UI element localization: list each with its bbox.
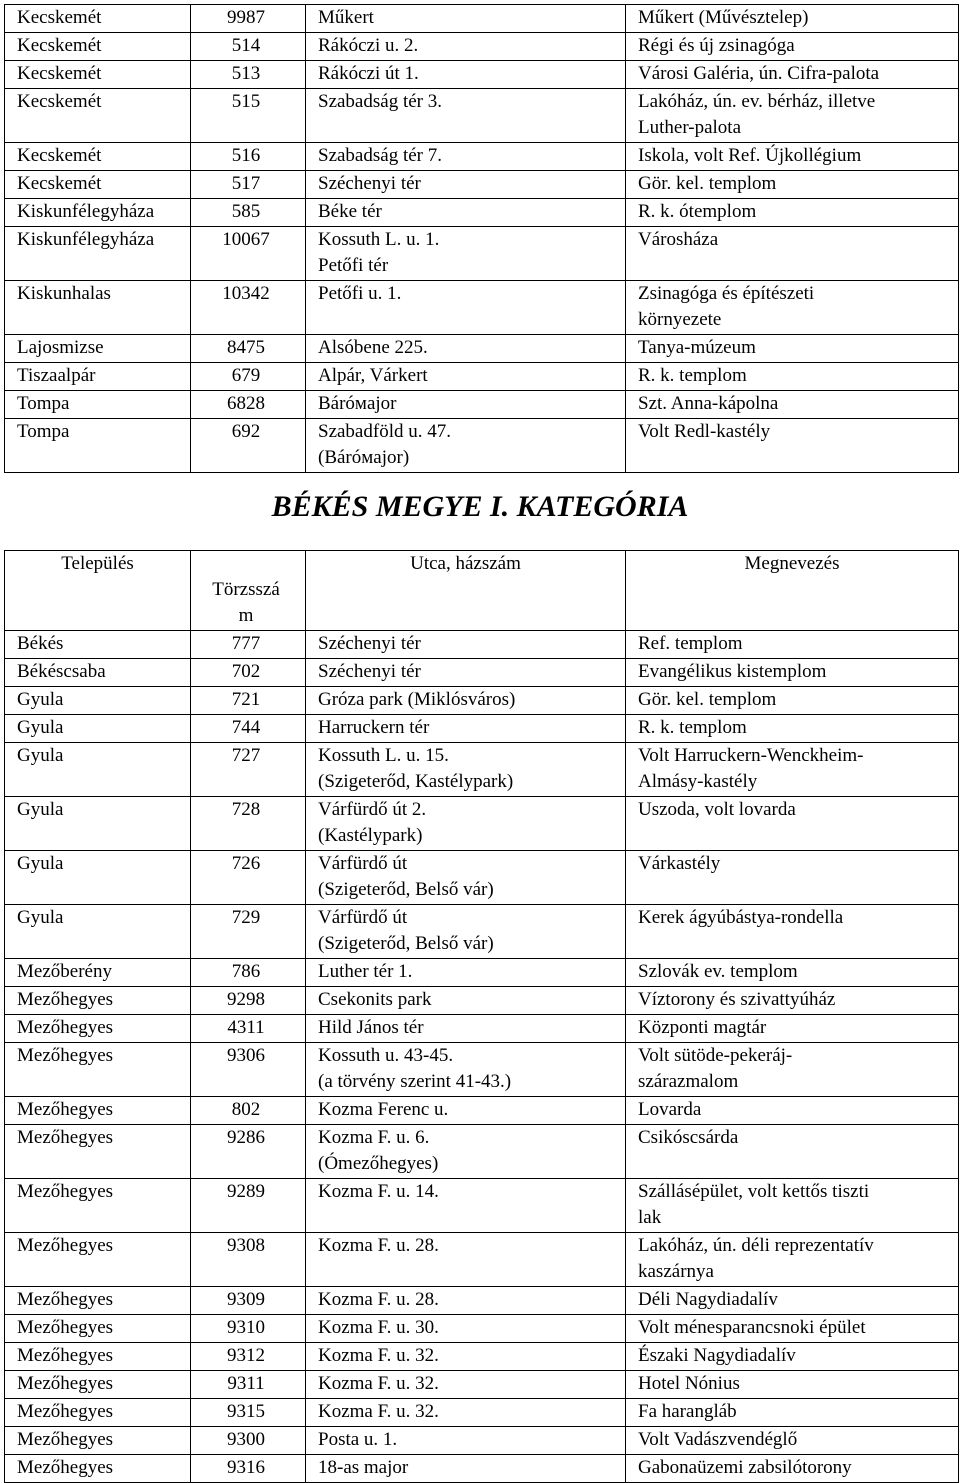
cell-address: Kozma F. u. 28. bbox=[306, 1233, 626, 1287]
cell-address: Alsóbene 225. bbox=[306, 335, 626, 363]
cell-town: Gyula bbox=[5, 797, 191, 851]
section-heading: BÉKÉS MEGYE I. KATEGÓRIA bbox=[271, 490, 689, 523]
cell-town: Kecskemét bbox=[5, 143, 191, 171]
cell-address: Kozma F. u. 14. bbox=[306, 1179, 626, 1233]
cell-number: 10067 bbox=[191, 227, 306, 281]
table-row bbox=[5, 1315, 959, 1343]
header-town: Település bbox=[5, 551, 191, 631]
cell-name: Déli Nagydiadalív bbox=[626, 1287, 959, 1315]
cell-address: Kozma Ferenc u. bbox=[306, 1097, 626, 1125]
cell-town: Tiszaalpár bbox=[5, 363, 191, 391]
cell-address: 18-as major bbox=[306, 1455, 626, 1483]
cell-number: 8475 bbox=[191, 335, 306, 363]
cell-town: Tompa bbox=[5, 419, 191, 473]
cell-town: Lajosmizse bbox=[5, 335, 191, 363]
cell-town: Gyula bbox=[5, 851, 191, 905]
cell-town: Kiskunfélegyháza bbox=[5, 199, 191, 227]
cell-town: Mezőhegyes bbox=[5, 1399, 191, 1427]
table-row bbox=[5, 61, 959, 89]
cell-number: 9310 bbox=[191, 1315, 306, 1343]
cell-address: Széchenyi tér bbox=[306, 171, 626, 199]
cell-name: Várkastély bbox=[626, 851, 959, 905]
table-row bbox=[5, 1015, 959, 1043]
cell-address: Kozma F. u. 32. bbox=[306, 1371, 626, 1399]
cell-number: 9987 bbox=[191, 5, 306, 33]
cell-number: 727 bbox=[191, 743, 306, 797]
cell-address: Széchenyi tér bbox=[306, 631, 626, 659]
cell-town: Békéscsaba bbox=[5, 659, 191, 687]
cell-town: Mezőhegyes bbox=[5, 1371, 191, 1399]
table-row bbox=[5, 33, 959, 61]
header-name: Megnevezés bbox=[626, 551, 959, 631]
cell-town: Mezőhegyes bbox=[5, 1427, 191, 1455]
cell-address: Várfürdő út (Szigeterőd, Belső vár) bbox=[306, 851, 626, 905]
cell-number: 515 bbox=[191, 89, 306, 143]
cell-address: Rákóczi út 1. bbox=[306, 61, 626, 89]
cell-address: Kozma F. u. 32. bbox=[306, 1399, 626, 1427]
cell-address: Gróza park (Miklósváros) bbox=[306, 687, 626, 715]
table-row bbox=[5, 363, 959, 391]
table-row bbox=[5, 1399, 959, 1427]
cell-address: Hild János tér bbox=[306, 1015, 626, 1043]
cell-name: R. k. templom bbox=[626, 715, 959, 743]
cell-name: Zsinagóga és építészeti környezete bbox=[626, 281, 959, 335]
cell-address: Kossuth L. u. 1. Petőfi tér bbox=[306, 227, 626, 281]
cell-number: 4311 bbox=[191, 1015, 306, 1043]
cell-town: Kecskemét bbox=[5, 61, 191, 89]
cell-name: Fa harangláb bbox=[626, 1399, 959, 1427]
cell-address: Kozma F. u. 30. bbox=[306, 1315, 626, 1343]
cell-town: Mezőhegyes bbox=[5, 1125, 191, 1179]
cell-number: 777 bbox=[191, 631, 306, 659]
cell-address: Széchenyi tér bbox=[306, 659, 626, 687]
table-row bbox=[5, 199, 959, 227]
cell-number: 744 bbox=[191, 715, 306, 743]
cell-name: Iskola, volt Ref. Újkollégium bbox=[626, 143, 959, 171]
cell-number: 679 bbox=[191, 363, 306, 391]
cell-town: Mezőhegyes bbox=[5, 1179, 191, 1233]
cell-name: Volt Harruckern-Wenckheim- Almásy-kastély bbox=[626, 743, 959, 797]
cell-name: Régi és új zsinagóga bbox=[626, 33, 959, 61]
cell-number: 10342 bbox=[191, 281, 306, 335]
cell-name: Gör. kel. templom bbox=[626, 687, 959, 715]
cell-town: Mezőhegyes bbox=[5, 1343, 191, 1371]
table-row bbox=[5, 89, 959, 143]
cell-address: Szabadság tér 3. bbox=[306, 89, 626, 143]
table-row bbox=[5, 1371, 959, 1399]
table2-header bbox=[5, 551, 959, 631]
cell-address: Báróмajor bbox=[306, 391, 626, 419]
cell-name: Városi Galéria, ún. Cifra-palota bbox=[626, 61, 959, 89]
cell-town: Gyula bbox=[5, 905, 191, 959]
cell-name: Szállásépület, volt kettős tiszti lak bbox=[626, 1179, 959, 1233]
table-row bbox=[5, 1179, 959, 1233]
table-row bbox=[5, 797, 959, 851]
cell-number: 585 bbox=[191, 199, 306, 227]
cell-town: Mezőhegyes bbox=[5, 1315, 191, 1343]
cell-number: 9308 bbox=[191, 1233, 306, 1287]
table-row bbox=[5, 959, 959, 987]
cell-number: 9306 bbox=[191, 1043, 306, 1097]
table-row bbox=[5, 1233, 959, 1287]
table-row bbox=[5, 987, 959, 1015]
cell-address: Szabadföld u. 47. (Báróмajor) bbox=[306, 419, 626, 473]
cell-address: Kozma F. u. 28. bbox=[306, 1287, 626, 1315]
cell-address: Béke tér bbox=[306, 199, 626, 227]
cell-town: Kiskunfélegyháza bbox=[5, 227, 191, 281]
cell-number: 9298 bbox=[191, 987, 306, 1015]
table-row bbox=[5, 1455, 959, 1483]
table-row bbox=[5, 335, 959, 363]
cell-town: Gyula bbox=[5, 715, 191, 743]
cell-number: 9312 bbox=[191, 1343, 306, 1371]
table1-body bbox=[5, 5, 959, 473]
table-row bbox=[5, 631, 959, 659]
cell-name: Tanya-múzeum bbox=[626, 335, 959, 363]
cell-name: Csikóscsárda bbox=[626, 1125, 959, 1179]
cell-number: 516 bbox=[191, 143, 306, 171]
monuments-table-bekes bbox=[4, 550, 959, 1483]
cell-number: 702 bbox=[191, 659, 306, 687]
cell-number: 6828 bbox=[191, 391, 306, 419]
cell-town: Mezőhegyes bbox=[5, 1455, 191, 1483]
cell-number: 9286 bbox=[191, 1125, 306, 1179]
table-row bbox=[5, 143, 959, 171]
table-row bbox=[5, 281, 959, 335]
cell-number: 786 bbox=[191, 959, 306, 987]
cell-number: 9289 bbox=[191, 1179, 306, 1233]
table-row bbox=[5, 1097, 959, 1125]
cell-address: Posta u. 1. bbox=[306, 1427, 626, 1455]
cell-town: Békés bbox=[5, 631, 191, 659]
cell-town: Mezőhegyes bbox=[5, 1097, 191, 1125]
cell-name: Evangélikus kistemplom bbox=[626, 659, 959, 687]
table-row bbox=[5, 227, 959, 281]
cell-town: Kecskemét bbox=[5, 33, 191, 61]
cell-town: Mezőhegyes bbox=[5, 1233, 191, 1287]
cell-name: Víztorony és szivattyúház bbox=[626, 987, 959, 1015]
cell-address: Harruckern tér bbox=[306, 715, 626, 743]
cell-number: 726 bbox=[191, 851, 306, 905]
cell-name: Volt Redl-kastély bbox=[626, 419, 959, 473]
cell-name: Szlovák ev. templom bbox=[626, 959, 959, 987]
cell-name: Gör. kel. templom bbox=[626, 171, 959, 199]
cell-address: Alpár, Várkert bbox=[306, 363, 626, 391]
cell-address: Luther tér 1. bbox=[306, 959, 626, 987]
cell-number: 9316 bbox=[191, 1455, 306, 1483]
cell-town: Mezőberény bbox=[5, 959, 191, 987]
cell-name: Ref. templom bbox=[626, 631, 959, 659]
table-row bbox=[5, 1125, 959, 1179]
cell-town: Mezőhegyes bbox=[5, 987, 191, 1015]
cell-name: Városháza bbox=[626, 227, 959, 281]
header-row bbox=[5, 551, 959, 631]
cell-address: Kozma F. u. 6. (Ómezőhegyes) bbox=[306, 1125, 626, 1179]
cell-name: R. k. templom bbox=[626, 363, 959, 391]
cell-name: Szt. Anna-kápolna bbox=[626, 391, 959, 419]
cell-name: Gabonaüzemi zabsilótorony bbox=[626, 1455, 959, 1483]
table-row bbox=[5, 5, 959, 33]
table-row bbox=[5, 1427, 959, 1455]
cell-number: 692 bbox=[191, 419, 306, 473]
table-row bbox=[5, 419, 959, 473]
table-row bbox=[5, 171, 959, 199]
cell-name: Kerek ágyúbástya-rondella bbox=[626, 905, 959, 959]
cell-number: 729 bbox=[191, 905, 306, 959]
cell-name: R. k. ótemplom bbox=[626, 199, 959, 227]
cell-number: 802 bbox=[191, 1097, 306, 1125]
cell-address: Várfürdő út (Szigeterőd, Belső vár) bbox=[306, 905, 626, 959]
cell-name: Volt Vadászvendéglő bbox=[626, 1427, 959, 1455]
cell-town: Mezőhegyes bbox=[5, 1043, 191, 1097]
cell-town: Kiskunhalas bbox=[5, 281, 191, 335]
table-row bbox=[5, 851, 959, 905]
cell-town: Kecskemét bbox=[5, 89, 191, 143]
table-row bbox=[5, 1343, 959, 1371]
cell-address: Szabadság tér 7. bbox=[306, 143, 626, 171]
cell-address: Petőfi u. 1. bbox=[306, 281, 626, 335]
cell-name: Északi Nagydiadalív bbox=[626, 1343, 959, 1371]
cell-address: Kozma F. u. 32. bbox=[306, 1343, 626, 1371]
cell-number: 728 bbox=[191, 797, 306, 851]
cell-town: Kecskemét bbox=[5, 5, 191, 33]
cell-number: 9315 bbox=[191, 1399, 306, 1427]
cell-name: Lovarda bbox=[626, 1097, 959, 1125]
cell-town: Kecskemét bbox=[5, 171, 191, 199]
header-address: Utca, házszám bbox=[306, 551, 626, 631]
table-row bbox=[5, 391, 959, 419]
cell-number: 9309 bbox=[191, 1287, 306, 1315]
table-row bbox=[5, 743, 959, 797]
cell-address: Kossuth u. 43-45. (a törvény szerint 41-43.) bbox=[306, 1043, 626, 1097]
cell-number: 9311 bbox=[191, 1371, 306, 1399]
cell-name: Lakóház, ún. déli reprezentatív kaszárnya bbox=[626, 1233, 959, 1287]
cell-number: 514 bbox=[191, 33, 306, 61]
cell-town: Gyula bbox=[5, 743, 191, 797]
cell-address: Műkert bbox=[306, 5, 626, 33]
cell-town: Mezőhegyes bbox=[5, 1015, 191, 1043]
cell-name: Hotel Nónius bbox=[626, 1371, 959, 1399]
table-row bbox=[5, 905, 959, 959]
cell-address: Csekonits park bbox=[306, 987, 626, 1015]
cell-name: Uszoda, volt lovarda bbox=[626, 797, 959, 851]
cell-address: Rákóczi u. 2. bbox=[306, 33, 626, 61]
cell-town: Mezőhegyes bbox=[5, 1287, 191, 1315]
cell-town: Gyula bbox=[5, 687, 191, 715]
cell-name: Lakóház, ún. ev. bérház, illetve Luther-palota bbox=[626, 89, 959, 143]
table-row bbox=[5, 1043, 959, 1097]
cell-address: Várfürdő út 2. (Kastélypark) bbox=[306, 797, 626, 851]
cell-address: Kossuth L. u. 15. (Szigeterőd, Kastélypark) bbox=[306, 743, 626, 797]
cell-name: Műkert (Művésztelep) bbox=[626, 5, 959, 33]
table-row bbox=[5, 659, 959, 687]
cell-name: Központi magtár bbox=[626, 1015, 959, 1043]
table-row bbox=[5, 687, 959, 715]
cell-number: 9300 bbox=[191, 1427, 306, 1455]
table-row bbox=[5, 1287, 959, 1315]
cell-number: 721 bbox=[191, 687, 306, 715]
table-row bbox=[5, 715, 959, 743]
cell-number: 517 bbox=[191, 171, 306, 199]
cell-town: Tompa bbox=[5, 391, 191, 419]
cell-number: 513 bbox=[191, 61, 306, 89]
cell-name: Volt sütöde-pekeráj- szárazmalom bbox=[626, 1043, 959, 1097]
table2-body bbox=[5, 631, 959, 1483]
cell-name: Volt ménesparancsnoki épület bbox=[626, 1315, 959, 1343]
monuments-table-bacs-kiskun bbox=[4, 4, 959, 473]
header-number: Törzsszá m bbox=[191, 551, 306, 631]
